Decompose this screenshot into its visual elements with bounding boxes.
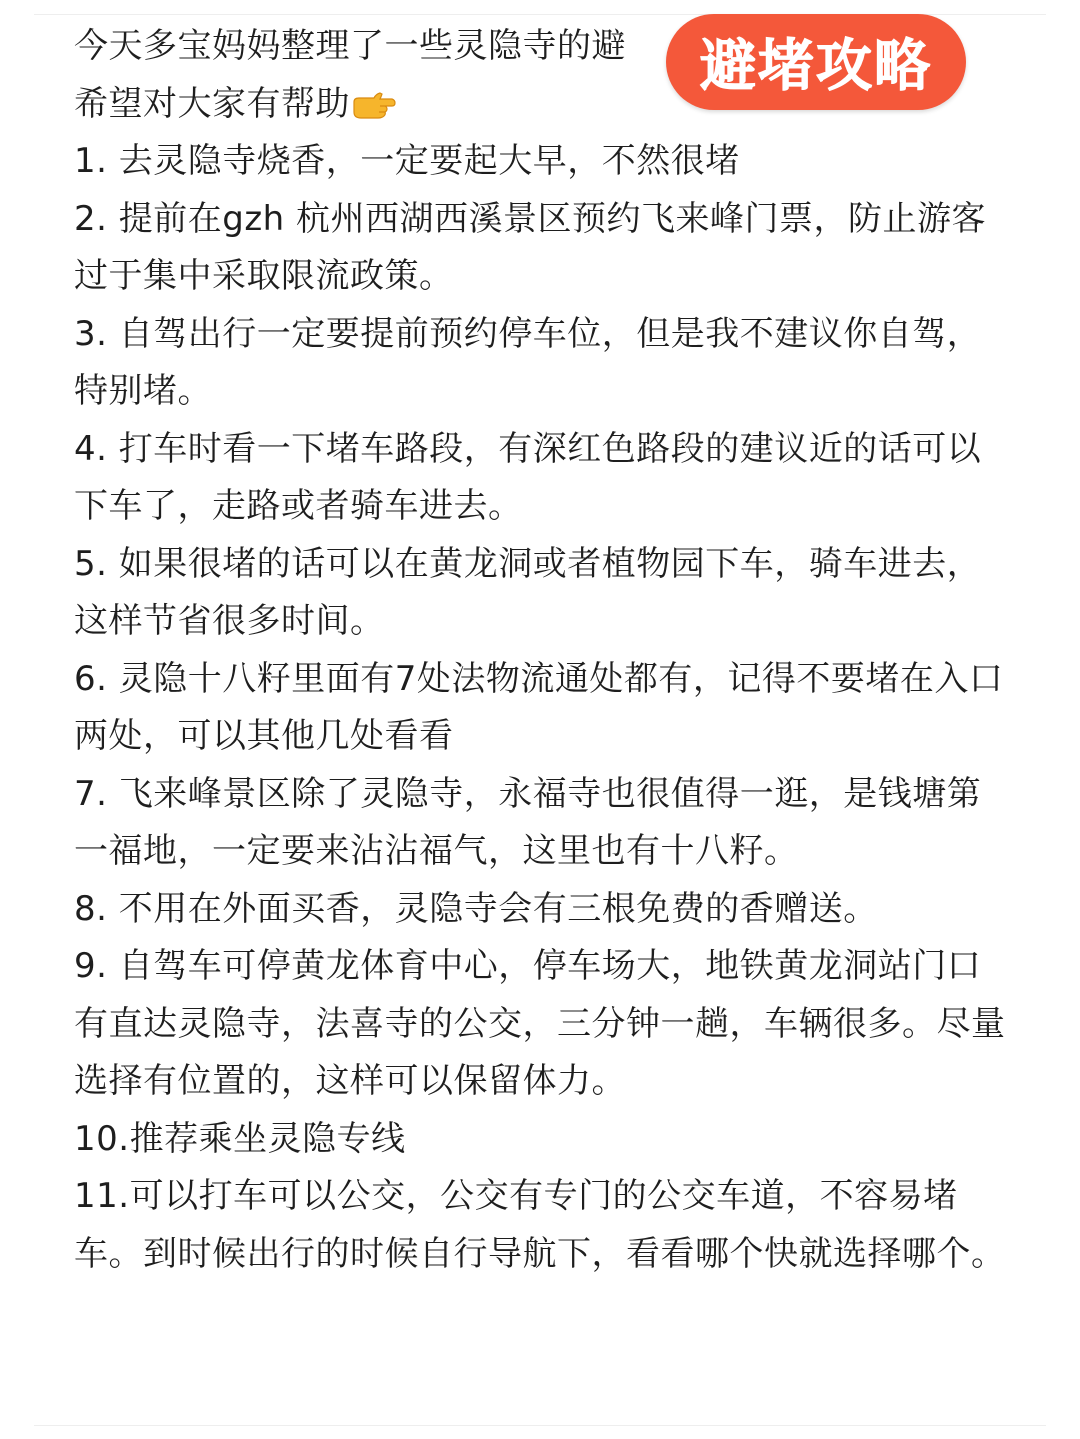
tip-4: 4. 打车时看一下堵车路段，有深红色路段的建议近的话可以下车了，走路或者骑车进去。 bbox=[74, 428, 982, 526]
article-body bbox=[74, 18, 1014, 1283]
tip-2: 2. 提前在gzh 杭州西湖西溪景区预约飞来峰门票，防止游客过于集中采取限流政策。 bbox=[74, 198, 987, 296]
tip-8: 8. 不用在外面买香，灵隐寺会有三根免费的香赠送。 bbox=[74, 888, 878, 929]
tip-9: 9. 自驾车可停黄龙体育中心，停车场大，地铁黄龙洞站门口有直达灵隐寺，法喜寺的公交，三分钟一趟，车辆很多。尽量选择有位置的，这样可以保留体力。 bbox=[74, 946, 1006, 1101]
intro-line-2-text: 希望对大家有帮助 bbox=[74, 83, 350, 124]
intro-line-1: 今天多宝妈妈整理了一些灵隐寺的避 bbox=[74, 26, 626, 66]
pointing-right-hand-icon bbox=[352, 90, 396, 120]
tip-1: 1. 去灵隐寺烧香，一定要起大早，不然很堵 bbox=[74, 141, 740, 181]
tip-7: 7. 飞来峰景区除了灵隐寺，永福寺也很值得一逛，是钱塘第一福地，一定要来沾沾福气，这里也有十八籽。 bbox=[74, 773, 982, 871]
tip-11: 11.可以打车可以公交，公交有专门的公交车道，不容易堵车。到时候出行的时候自行导航下，看看哪个快就选择哪个。 bbox=[74, 1176, 1006, 1274]
sticker-label: 避堵攻略 bbox=[700, 33, 932, 99]
tip-3: 3. 自驾出行一定要提前预约停车位，但是我不建议你自驾，特别堵。 bbox=[74, 313, 982, 411]
tip-6: 6. 灵隐十八籽里面有7处法物流通处都有，记得不要堵在入口两处，可以其他几处看看 bbox=[74, 658, 1004, 756]
tip-5: 5. 如果很堵的话可以在黄龙洞或者植物园下车，骑车进去，这样节省很多时间。 bbox=[74, 543, 982, 641]
title-sticker bbox=[666, 14, 966, 110]
tip-10: 10.推荐乘坐灵隐专线 bbox=[74, 1118, 406, 1159]
